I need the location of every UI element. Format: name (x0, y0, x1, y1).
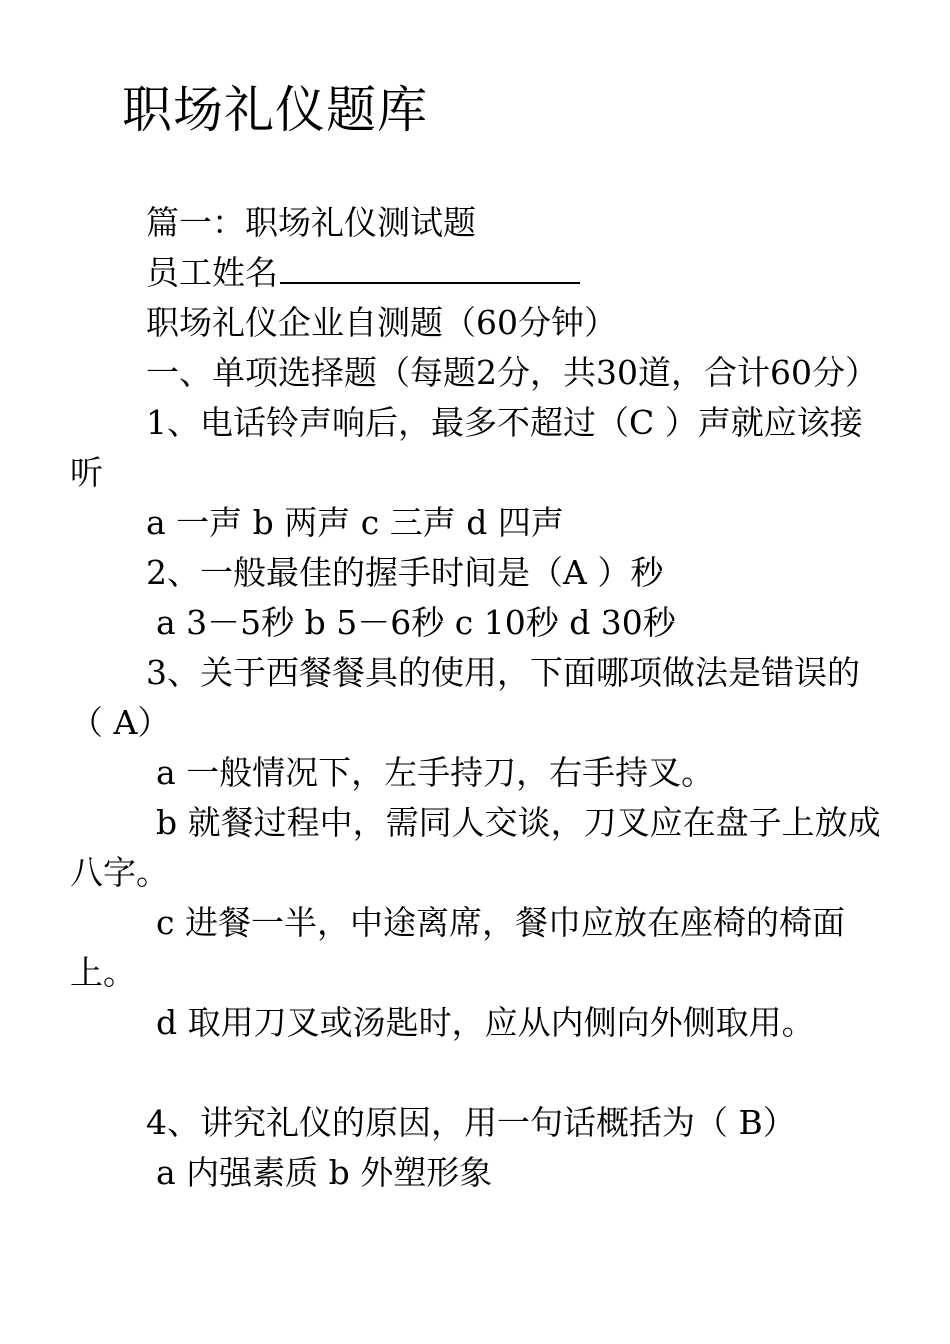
question-1: 1、电话铃声响后，最多不超过（C ）声就应该接听 (70, 403, 863, 492)
question-2-options: a 3－5秒 b 5－6秒 c 10秒 d 30秒 (156, 603, 676, 642)
question-3-option-b: b 就餐过程中，需同人交谈，刀叉应在盘子上放成八字。 (70, 803, 881, 892)
section-heading: 篇一：职场礼仪测试题 (146, 203, 476, 242)
question-2: 2、一般最佳的握手时间是（A ）秒 (146, 553, 664, 592)
test-subtitle: 职场礼仪企业自测题（60分钟） (146, 303, 617, 342)
document-title: 职场礼仪题库 (122, 81, 428, 139)
question-3-option-c: c 进餐一半，中途离席，餐巾应放在座椅的椅面上。 (70, 903, 845, 992)
section-instruction: 一、单项选择题（每题2分，共30道，合计60分） (146, 353, 878, 392)
employee-name-line (70, 248, 890, 298)
question-3-option-a: a 一般情况下，左手持刀，右手持叉。 (156, 753, 715, 792)
question-1-options: a 一声 b 两声 c 三声 d 四声 (146, 503, 564, 542)
question-4: 4、讲究礼仪的原因，用一句话概括为（ B） (146, 1103, 796, 1142)
question-3: 3、关于西餐餐具的使用，下面哪项做法是错误的（ A） (70, 653, 860, 742)
employee-name-blank (280, 252, 580, 284)
employee-name-label: 员工姓名 (146, 253, 278, 292)
blank-line (70, 1048, 890, 1098)
question-4-options: a 内强素质 b 外塑形象 (156, 1153, 493, 1192)
question-3-option-d: d 取用刀叉或汤匙时，应从内侧向外侧取用。 (156, 1003, 815, 1042)
document-body (70, 198, 890, 1198)
